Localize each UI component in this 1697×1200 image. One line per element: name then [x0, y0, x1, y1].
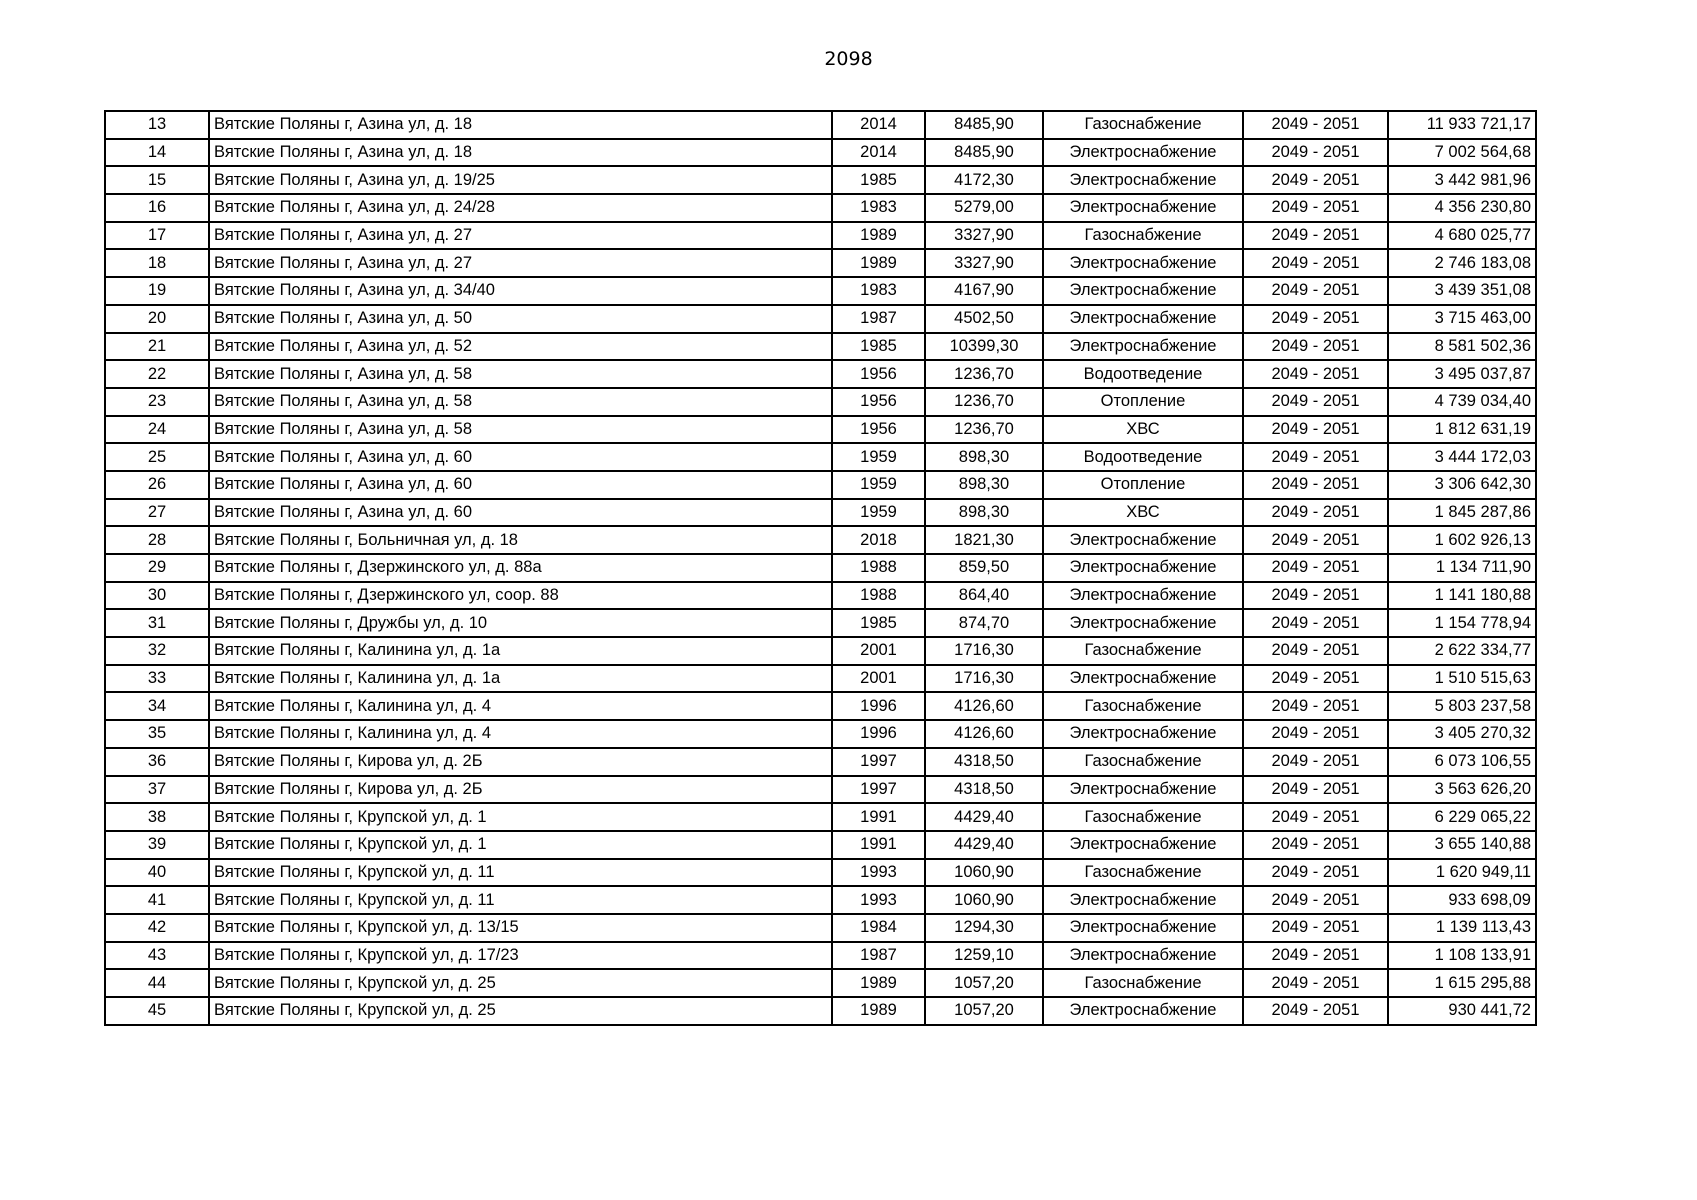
registry-table	[104, 110, 1537, 1026]
table-row	[105, 166, 1536, 194]
area-cell: 10399,30	[925, 333, 1043, 361]
service-type-cell: Водоотведение	[1043, 443, 1243, 471]
table-row	[105, 277, 1536, 305]
service-type-cell: Электроснабжение	[1043, 554, 1243, 582]
service-type-cell: Газоснабжение	[1043, 748, 1243, 776]
period-cell: 2049 - 2051	[1243, 692, 1388, 720]
period-cell: 2049 - 2051	[1243, 277, 1388, 305]
area-cell: 1060,90	[925, 859, 1043, 887]
cost-cell: 1 154 778,94	[1388, 609, 1536, 637]
service-type-cell: Электроснабжение	[1043, 166, 1243, 194]
cost-cell: 1 812 631,19	[1388, 416, 1536, 444]
area-cell: 1294,30	[925, 914, 1043, 942]
period-cell: 2049 - 2051	[1243, 720, 1388, 748]
period-cell: 2049 - 2051	[1243, 249, 1388, 277]
area-cell: 1236,70	[925, 360, 1043, 388]
period-cell: 2049 - 2051	[1243, 416, 1388, 444]
table-row	[105, 443, 1536, 471]
row-number-cell: 40	[105, 859, 209, 887]
address-cell: Вятские Поляны г, Крупской ул, д. 11	[209, 859, 832, 887]
period-cell: 2049 - 2051	[1243, 637, 1388, 665]
address-cell: Вятские Поляны г, Азина ул, д. 27	[209, 249, 832, 277]
service-type-cell: Электроснабжение	[1043, 997, 1243, 1025]
cost-cell: 8 581 502,36	[1388, 333, 1536, 361]
period-cell: 2049 - 2051	[1243, 443, 1388, 471]
year-cell: 1983	[832, 277, 925, 305]
service-type-cell: Отопление	[1043, 388, 1243, 416]
row-number-cell: 17	[105, 222, 209, 250]
address-cell: Вятские Поляны г, Дзержинского ул, соор. 88	[209, 582, 832, 610]
period-cell: 2049 - 2051	[1243, 166, 1388, 194]
area-cell: 864,40	[925, 582, 1043, 610]
table-row	[105, 831, 1536, 859]
cost-cell: 3 439 351,08	[1388, 277, 1536, 305]
year-cell: 1984	[832, 914, 925, 942]
address-cell: Вятские Поляны г, Кирова ул, д. 2Б	[209, 748, 832, 776]
service-type-cell: Газоснабжение	[1043, 969, 1243, 997]
area-cell: 8485,90	[925, 111, 1043, 139]
row-number-cell: 13	[105, 111, 209, 139]
table-row	[105, 692, 1536, 720]
table-row	[105, 333, 1536, 361]
address-cell: Вятские Поляны г, Крупской ул, д. 1	[209, 831, 832, 859]
table-row	[105, 249, 1536, 277]
table-row	[105, 942, 1536, 970]
year-cell: 1993	[832, 859, 925, 887]
table-row	[105, 222, 1536, 250]
row-number-cell: 22	[105, 360, 209, 388]
year-cell: 2001	[832, 637, 925, 665]
period-cell: 2049 - 2051	[1243, 333, 1388, 361]
address-cell: Вятские Поляны г, Азина ул, д. 27	[209, 222, 832, 250]
service-type-cell: Газоснабжение	[1043, 111, 1243, 139]
year-cell: 1989	[832, 969, 925, 997]
address-cell: Вятские Поляны г, Дружбы ул, д. 10	[209, 609, 832, 637]
year-cell: 1985	[832, 333, 925, 361]
address-cell: Вятские Поляны г, Азина ул, д. 60	[209, 471, 832, 499]
period-cell: 2049 - 2051	[1243, 831, 1388, 859]
service-type-cell: Водоотведение	[1043, 360, 1243, 388]
area-cell: 1236,70	[925, 416, 1043, 444]
service-type-cell: Электроснабжение	[1043, 249, 1243, 277]
year-cell: 1997	[832, 748, 925, 776]
address-cell: Вятские Поляны г, Азина ул, д. 18	[209, 111, 832, 139]
service-type-cell: Газоснабжение	[1043, 692, 1243, 720]
table-body	[105, 111, 1536, 1025]
cost-cell: 3 495 037,87	[1388, 360, 1536, 388]
cost-cell: 2 622 334,77	[1388, 637, 1536, 665]
address-cell: Вятские Поляны г, Азина ул, д. 18	[209, 139, 832, 167]
cost-cell: 1 139 113,43	[1388, 914, 1536, 942]
table-row	[105, 748, 1536, 776]
service-type-cell: Газоснабжение	[1043, 859, 1243, 887]
year-cell: 1956	[832, 360, 925, 388]
service-type-cell: Электроснабжение	[1043, 582, 1243, 610]
cost-cell: 11 933 721,17	[1388, 111, 1536, 139]
address-cell: Вятские Поляны г, Калинина ул, д. 4	[209, 692, 832, 720]
cost-cell: 4 739 034,40	[1388, 388, 1536, 416]
year-cell: 1985	[832, 166, 925, 194]
area-cell: 4429,40	[925, 803, 1043, 831]
service-type-cell: Электроснабжение	[1043, 139, 1243, 167]
table-row	[105, 526, 1536, 554]
year-cell: 2014	[832, 111, 925, 139]
area-cell: 5279,00	[925, 194, 1043, 222]
row-number-cell: 26	[105, 471, 209, 499]
table-row	[105, 388, 1536, 416]
area-cell: 859,50	[925, 554, 1043, 582]
year-cell: 1996	[832, 720, 925, 748]
row-number-cell: 28	[105, 526, 209, 554]
table-row	[105, 554, 1536, 582]
service-type-cell: Электроснабжение	[1043, 333, 1243, 361]
cost-cell: 5 803 237,58	[1388, 692, 1536, 720]
service-type-cell: Электроснабжение	[1043, 665, 1243, 693]
cost-cell: 3 444 172,03	[1388, 443, 1536, 471]
address-cell: Вятские Поляны г, Калинина ул, д. 1а	[209, 665, 832, 693]
address-cell: Вятские Поляны г, Больничная ул, д. 18	[209, 526, 832, 554]
table-row	[105, 194, 1536, 222]
cost-cell: 933 698,09	[1388, 886, 1536, 914]
service-type-cell: Электроснабжение	[1043, 609, 1243, 637]
area-cell: 1236,70	[925, 388, 1043, 416]
area-cell: 898,30	[925, 471, 1043, 499]
service-type-cell: Электроснабжение	[1043, 720, 1243, 748]
row-number-cell: 23	[105, 388, 209, 416]
cost-cell: 3 405 270,32	[1388, 720, 1536, 748]
period-cell: 2049 - 2051	[1243, 665, 1388, 693]
year-cell: 1956	[832, 416, 925, 444]
year-cell: 1959	[832, 499, 925, 527]
cost-cell: 1 615 295,88	[1388, 969, 1536, 997]
area-cell: 1057,20	[925, 969, 1043, 997]
row-number-cell: 16	[105, 194, 209, 222]
service-type-cell: Электроснабжение	[1043, 886, 1243, 914]
address-cell: Вятские Поляны г, Крупской ул, д. 13/15	[209, 914, 832, 942]
cost-cell: 1 134 711,90	[1388, 554, 1536, 582]
table-row	[105, 582, 1536, 610]
period-cell: 2049 - 2051	[1243, 582, 1388, 610]
period-cell: 2049 - 2051	[1243, 969, 1388, 997]
row-number-cell: 33	[105, 665, 209, 693]
table-row	[105, 637, 1536, 665]
row-number-cell: 14	[105, 139, 209, 167]
period-cell: 2049 - 2051	[1243, 914, 1388, 942]
address-cell: Вятские Поляны г, Крупской ул, д. 17/23	[209, 942, 832, 970]
area-cell: 4318,50	[925, 776, 1043, 804]
period-cell: 2049 - 2051	[1243, 803, 1388, 831]
row-number-cell: 29	[105, 554, 209, 582]
cost-cell: 1 602 926,13	[1388, 526, 1536, 554]
row-number-cell: 25	[105, 443, 209, 471]
area-cell: 1060,90	[925, 886, 1043, 914]
year-cell: 1989	[832, 249, 925, 277]
area-cell: 874,70	[925, 609, 1043, 637]
service-type-cell: ХВС	[1043, 499, 1243, 527]
row-number-cell: 34	[105, 692, 209, 720]
table-row	[105, 886, 1536, 914]
table-row	[105, 859, 1536, 887]
address-cell: Вятские Поляны г, Калинина ул, д. 4	[209, 720, 832, 748]
area-cell: 1716,30	[925, 665, 1043, 693]
cost-cell: 1 141 180,88	[1388, 582, 1536, 610]
table-row	[105, 720, 1536, 748]
year-cell: 1989	[832, 222, 925, 250]
area-cell: 1259,10	[925, 942, 1043, 970]
address-cell: Вятские Поляны г, Крупской ул, д. 25	[209, 997, 832, 1025]
year-cell: 2001	[832, 665, 925, 693]
year-cell: 1988	[832, 582, 925, 610]
year-cell: 2018	[832, 526, 925, 554]
address-cell: Вятские Поляны г, Крупской ул, д. 11	[209, 886, 832, 914]
address-cell: Вятские Поляны г, Азина ул, д. 58	[209, 388, 832, 416]
period-cell: 2049 - 2051	[1243, 942, 1388, 970]
cost-cell: 3 442 981,96	[1388, 166, 1536, 194]
service-type-cell: Электроснабжение	[1043, 194, 1243, 222]
row-number-cell: 20	[105, 305, 209, 333]
cost-cell: 4 680 025,77	[1388, 222, 1536, 250]
row-number-cell: 37	[105, 776, 209, 804]
year-cell: 1987	[832, 942, 925, 970]
year-cell: 1993	[832, 886, 925, 914]
table-row	[105, 803, 1536, 831]
cost-cell: 1 108 133,91	[1388, 942, 1536, 970]
period-cell: 2049 - 2051	[1243, 471, 1388, 499]
address-cell: Вятские Поляны г, Крупской ул, д. 1	[209, 803, 832, 831]
area-cell: 898,30	[925, 499, 1043, 527]
cost-cell: 4 356 230,80	[1388, 194, 1536, 222]
address-cell: Вятские Поляны г, Азина ул, д. 60	[209, 499, 832, 527]
cost-cell: 6 073 106,55	[1388, 748, 1536, 776]
row-number-cell: 45	[105, 997, 209, 1025]
row-number-cell: 38	[105, 803, 209, 831]
cost-cell: 2 746 183,08	[1388, 249, 1536, 277]
cost-cell: 6 229 065,22	[1388, 803, 1536, 831]
address-cell: Вятские Поляны г, Азина ул, д. 24/28	[209, 194, 832, 222]
row-number-cell: 39	[105, 831, 209, 859]
period-cell: 2049 - 2051	[1243, 609, 1388, 637]
table-row	[105, 360, 1536, 388]
period-cell: 2049 - 2051	[1243, 859, 1388, 887]
service-type-cell: Газоснабжение	[1043, 637, 1243, 665]
row-number-cell: 43	[105, 942, 209, 970]
service-type-cell: ХВС	[1043, 416, 1243, 444]
period-cell: 2049 - 2051	[1243, 526, 1388, 554]
row-number-cell: 19	[105, 277, 209, 305]
area-cell: 4126,60	[925, 692, 1043, 720]
table-row	[105, 997, 1536, 1025]
period-cell: 2049 - 2051	[1243, 776, 1388, 804]
period-cell: 2049 - 2051	[1243, 997, 1388, 1025]
address-cell: Вятские Поляны г, Дзержинского ул, д. 88а	[209, 554, 832, 582]
period-cell: 2049 - 2051	[1243, 886, 1388, 914]
cost-cell: 7 002 564,68	[1388, 139, 1536, 167]
period-cell: 2049 - 2051	[1243, 139, 1388, 167]
year-cell: 1989	[832, 997, 925, 1025]
table-row	[105, 609, 1536, 637]
page-number: 2098	[824, 48, 873, 70]
address-cell: Вятские Поляны г, Азина ул, д. 34/40	[209, 277, 832, 305]
area-cell: 4502,50	[925, 305, 1043, 333]
year-cell: 2014	[832, 139, 925, 167]
row-number-cell: 31	[105, 609, 209, 637]
row-number-cell: 35	[105, 720, 209, 748]
year-cell: 1991	[832, 803, 925, 831]
table-row	[105, 305, 1536, 333]
year-cell: 1959	[832, 443, 925, 471]
cost-cell: 3 655 140,88	[1388, 831, 1536, 859]
period-cell: 2049 - 2051	[1243, 305, 1388, 333]
service-type-cell: Электроснабжение	[1043, 277, 1243, 305]
area-cell: 4172,30	[925, 166, 1043, 194]
table-row	[105, 665, 1536, 693]
year-cell: 1988	[832, 554, 925, 582]
area-cell: 3327,90	[925, 222, 1043, 250]
area-cell: 1821,30	[925, 526, 1043, 554]
address-cell: Вятские Поляны г, Азина ул, д. 50	[209, 305, 832, 333]
cost-cell: 3 715 463,00	[1388, 305, 1536, 333]
table-row	[105, 499, 1536, 527]
row-number-cell: 21	[105, 333, 209, 361]
area-cell: 3327,90	[925, 249, 1043, 277]
period-cell: 2049 - 2051	[1243, 499, 1388, 527]
address-cell: Вятские Поляны г, Калинина ул, д. 1а	[209, 637, 832, 665]
table-row	[105, 969, 1536, 997]
area-cell: 898,30	[925, 443, 1043, 471]
cost-cell: 1 620 949,11	[1388, 859, 1536, 887]
year-cell: 1987	[832, 305, 925, 333]
table-row	[105, 111, 1536, 139]
row-number-cell: 30	[105, 582, 209, 610]
year-cell: 1959	[832, 471, 925, 499]
table-row	[105, 914, 1536, 942]
year-cell: 1991	[832, 831, 925, 859]
table-row	[105, 776, 1536, 804]
period-cell: 2049 - 2051	[1243, 222, 1388, 250]
table-row	[105, 471, 1536, 499]
area-cell: 4429,40	[925, 831, 1043, 859]
row-number-cell: 18	[105, 249, 209, 277]
service-type-cell: Электроснабжение	[1043, 776, 1243, 804]
period-cell: 2049 - 2051	[1243, 554, 1388, 582]
area-cell: 1716,30	[925, 637, 1043, 665]
service-type-cell: Электроснабжение	[1043, 305, 1243, 333]
table-row	[105, 139, 1536, 167]
table-row	[105, 416, 1536, 444]
period-cell: 2049 - 2051	[1243, 748, 1388, 776]
address-cell: Вятские Поляны г, Азина ул, д. 58	[209, 360, 832, 388]
row-number-cell: 42	[105, 914, 209, 942]
address-cell: Вятские Поляны г, Азина ул, д. 52	[209, 333, 832, 361]
area-cell: 4318,50	[925, 748, 1043, 776]
area-cell: 4167,90	[925, 277, 1043, 305]
year-cell: 1956	[832, 388, 925, 416]
service-type-cell: Электроснабжение	[1043, 526, 1243, 554]
row-number-cell: 44	[105, 969, 209, 997]
year-cell: 1997	[832, 776, 925, 804]
year-cell: 1983	[832, 194, 925, 222]
cost-cell: 1 845 287,86	[1388, 499, 1536, 527]
row-number-cell: 24	[105, 416, 209, 444]
area-cell: 1057,20	[925, 997, 1043, 1025]
address-cell: Вятские Поляны г, Азина ул, д. 19/25	[209, 166, 832, 194]
service-type-cell: Электроснабжение	[1043, 831, 1243, 859]
address-cell: Вятские Поляны г, Крупской ул, д. 25	[209, 969, 832, 997]
row-number-cell: 32	[105, 637, 209, 665]
service-type-cell: Газоснабжение	[1043, 803, 1243, 831]
period-cell: 2049 - 2051	[1243, 388, 1388, 416]
period-cell: 2049 - 2051	[1243, 111, 1388, 139]
cost-cell: 1 510 515,63	[1388, 665, 1536, 693]
year-cell: 1996	[832, 692, 925, 720]
service-type-cell: Газоснабжение	[1043, 222, 1243, 250]
cost-cell: 3 563 626,20	[1388, 776, 1536, 804]
cost-cell: 3 306 642,30	[1388, 471, 1536, 499]
service-type-cell: Электроснабжение	[1043, 914, 1243, 942]
row-number-cell: 15	[105, 166, 209, 194]
row-number-cell: 36	[105, 748, 209, 776]
row-number-cell: 27	[105, 499, 209, 527]
period-cell: 2049 - 2051	[1243, 360, 1388, 388]
cost-cell: 930 441,72	[1388, 997, 1536, 1025]
service-type-cell: Электроснабжение	[1043, 942, 1243, 970]
service-type-cell: Отопление	[1043, 471, 1243, 499]
area-cell: 4126,60	[925, 720, 1043, 748]
period-cell: 2049 - 2051	[1243, 194, 1388, 222]
address-cell: Вятские Поляны г, Азина ул, д. 60	[209, 443, 832, 471]
address-cell: Вятские Поляны г, Кирова ул, д. 2Б	[209, 776, 832, 804]
year-cell: 1985	[832, 609, 925, 637]
address-cell: Вятские Поляны г, Азина ул, д. 58	[209, 416, 832, 444]
row-number-cell: 41	[105, 886, 209, 914]
area-cell: 8485,90	[925, 139, 1043, 167]
